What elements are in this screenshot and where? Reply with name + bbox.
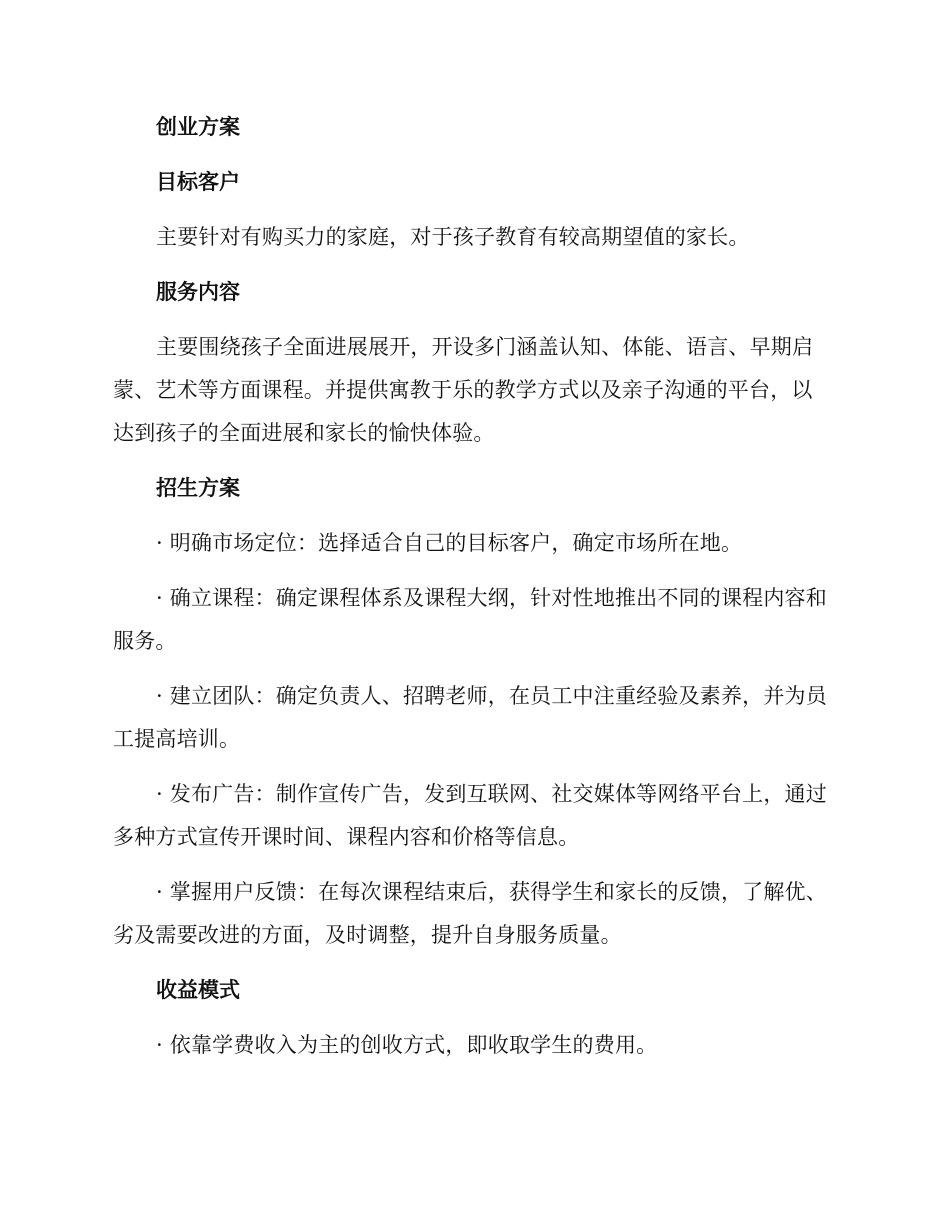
bullet-item: · 掌握用户反馈：在每次课程结束后，获得学生和家长的反馈，了解优、劣及需要改进的方面，及时调整，提升自身服务质量。 xyxy=(113,880,827,947)
document-title: 创业方案 xyxy=(156,115,240,139)
bullet-item: · 建立团队：确定负责人、招聘老师，在员工中注重经验及素养，并为员工提高培训。 xyxy=(113,684,827,751)
bullet-item: · 发布广告：制作宣传广告，发到互联网、社交媒体等网络平台上，通过多种方式宣传开课时间、课程内容和价格等信息。 xyxy=(113,782,827,849)
bullet-item: · 明确市场定位：选择适合自己的目标客户，确定市场所在地。 xyxy=(156,531,743,555)
section-heading-target-customers: 目标客户 xyxy=(156,170,240,194)
section-heading-service-content: 服务内容 xyxy=(156,280,240,304)
bullet-item: · 依靠学费收入为主的创收方式，即收取学生的费用。 xyxy=(156,1033,658,1057)
section-heading-enrollment-plan: 招生方案 xyxy=(156,476,240,500)
section-paragraph: 主要针对有购买力的家庭，对于孩子教育有较高期望值的家长。 xyxy=(156,225,750,249)
section-heading-revenue-model: 收益模式 xyxy=(156,978,240,1002)
section-paragraph: 主要围绕孩子全面进展展开，开设多门涵盖认知、体能、语言、早期启蒙、艺术等方面课程。并提供寓教于乐的教学方式以及亲子沟通的平台，以达到孩子的全面进展和家长的愉快体验。 xyxy=(113,335,814,445)
bullet-item: · 确立课程：确定课程体系及课程大纲，针对性地推出不同的课程内容和服务。 xyxy=(113,586,827,653)
document-content xyxy=(113,106,833,1067)
